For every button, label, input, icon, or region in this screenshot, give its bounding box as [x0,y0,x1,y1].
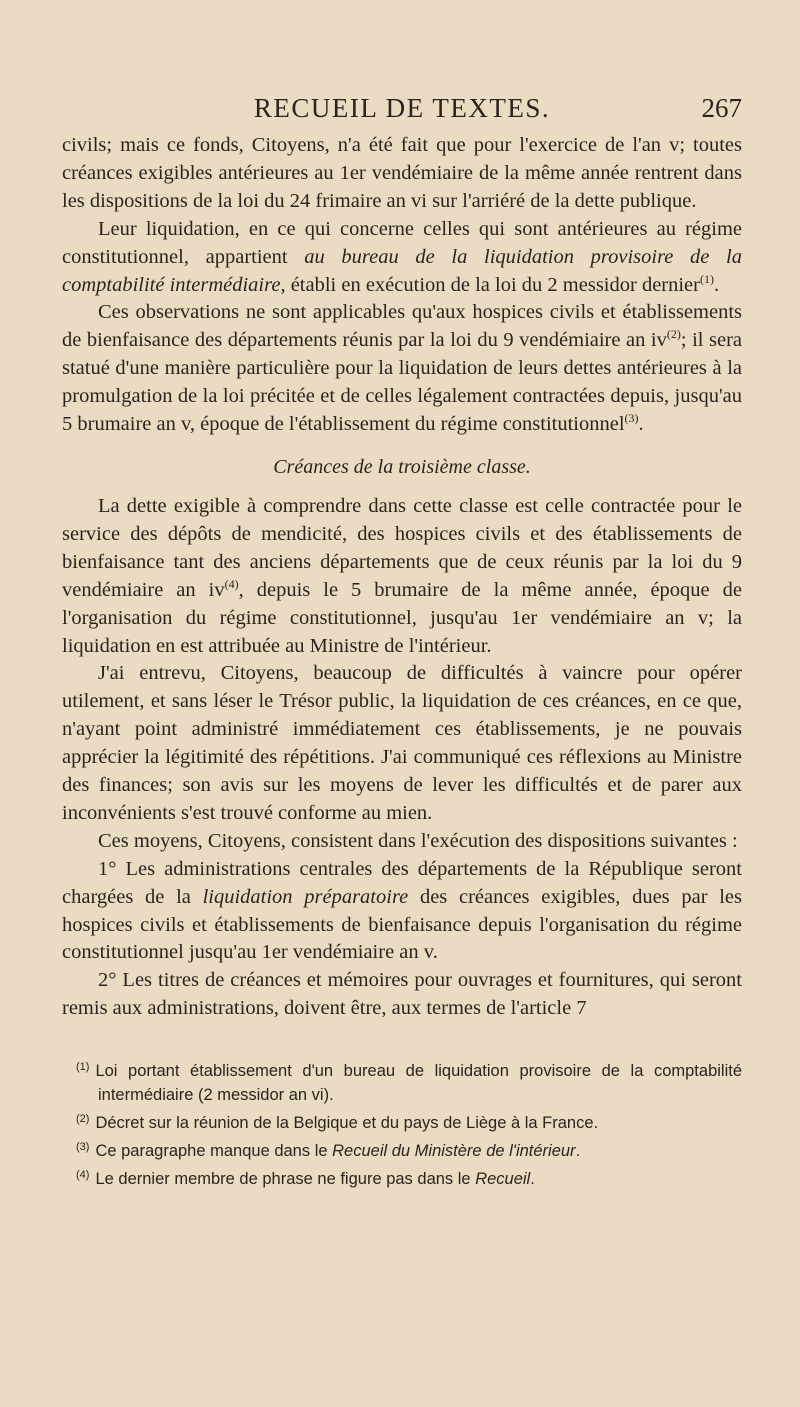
footnote-mark: (4) [76,1169,90,1182]
footnote-text-end: . [530,1170,535,1189]
footnote-4 [62,1163,742,1191]
paragraph-7-text-cont: des créances exigibles, dues par les hospices civils et établissements de bienfaisance depuis l'organisation du régime constitutionnel jusqu'au 1er vendémiaire an v. [62,885,742,964]
footnote-mark: (2) [76,1113,90,1126]
document-page [0,88,800,1407]
footnote-2 [62,1107,742,1135]
paragraph-3-text: Ces observations ne sont applicables qu'aux hospices civils et établissements de bienfaisance des départements réunis par la loi du 9 vendémiaire an iv [62,301,742,352]
paragraph-1: civils; mais ce fonds, Citoyens, n'a été fait que pour l'exercice de l'an v; toutes créances exigibles antérieures au 1er vendémiaire de la même année rentrent dans les dispositions de la loi du 24 frimaire an vi sur l'arriéré de la dette publique. [62,134,742,212]
paragraph-3 [62,299,742,439]
paragraph-5: J'ai entrevu, Citoyens, beaucoup de difficultés à vaincre pour opérer utilement, et sans léser le Trésor public, la liquidation de ces créances, en ce que, n'ayant point administré immédiatement ces établissements, je ne pouvais apprécier la légitimité des répétitions. J'ai communiqué ces réflexions au Ministre des finances; son avis sur les moyens de lever les difficultés et de parer aux inconvénients s'est trouvé conforme au mien. [62,662,742,824]
paragraph-7-text: 1° Les administrations centrales des départements de la République seront chargées de la [62,857,742,908]
paragraph-2-text: Leur liquidation, en ce qui concerne celles qui sont antérieures au régime constitutionnel, appartient [62,217,742,268]
running-head [62,88,742,132]
paragraph-8: 2° Les titres de créances et mémoires pour ouvrages et fournitures, qui seront remis aux administrations, doivent être, aux termes de l'article 7 [62,969,742,1020]
running-title: RECUEIL DE TEXTES. [253,93,551,123]
footnote-italic: Recueil [475,1170,531,1189]
footnote-text: Le dernier membre de phrase ne figure pas dans le [95,1170,476,1189]
footnote-ref-4[interactable]: (4) [224,576,239,591]
footnote-mark: (3) [76,1141,90,1154]
footnote-ref-1[interactable]: (1) [700,271,714,286]
paragraph-2-end: . [714,273,720,296]
paragraph-2 [62,216,742,300]
footnote-3 [62,1135,742,1163]
page-number: 267 [701,93,742,123]
paragraph-4 [62,493,742,660]
footnote-italic: Recueil du Ministère de l'intérieur [332,1142,576,1161]
footnote-ref-2[interactable]: (2) [666,327,681,342]
footnote-mark: (1) [76,1061,90,1074]
paragraph-4-text: La dette exigible à comprendre dans cette classe est celle contractée pour le service des dépôts de mendicité, des hospices civils et des établissements de bienfaisance tant des anciens départements que de ceux réunis par la loi du 9 vendémiaire an iv [62,494,742,601]
paragraph-3-end: . [638,413,644,436]
paragraph-2-italic: au bureau de la liquidation provisoire de la comptabilité intermédiaire [62,245,742,296]
footnote-text: Ce paragraphe manque dans le [95,1142,333,1161]
paragraph-6: Ces moyens, Citoyens, consistent dans l'exécution des dispositions suivantes : [98,829,738,852]
body-text [62,132,742,1023]
footnote-1 [62,1055,742,1107]
paragraph-7 [62,856,742,968]
footnotes [62,1055,742,1191]
footnote-text: Décret sur la réunion de la Belgique et du pays de Liège à la France. [95,1114,599,1133]
paragraph-4-text-cont: , depuis le 5 brumaire de la même année, époque de l'organisation du régime constitutionnel, jusqu'au 1er vendémiaire an v; la liquidation en est attribuée au Ministre de l'intérieur. [62,578,742,657]
footnote-text: Loi portant établissement d'un bureau de liquidation provisoire de la comptabilité intermédiaire (2 messidor an vi). [95,1062,742,1105]
paragraph-3-text-cont: ; il sera statué d'une manière particulière pour la liquidation de leurs dettes antérieures à la promulgation de la loi précitée et de celles légalement contractées depuis, jusqu'au 5 brumaire an v, époque de l'établissement du régime constitutionnel [62,329,742,436]
paragraph-2-text-cont: , établi en exécution de la loi du 2 messidor dernier [280,273,700,296]
footnote-text-end: . [575,1142,581,1161]
footnote-ref-3[interactable]: (3) [624,411,639,426]
section-heading: Créances de la troisième classe. [273,455,531,478]
paragraph-7-italic: liquidation préparatoire [202,885,409,908]
